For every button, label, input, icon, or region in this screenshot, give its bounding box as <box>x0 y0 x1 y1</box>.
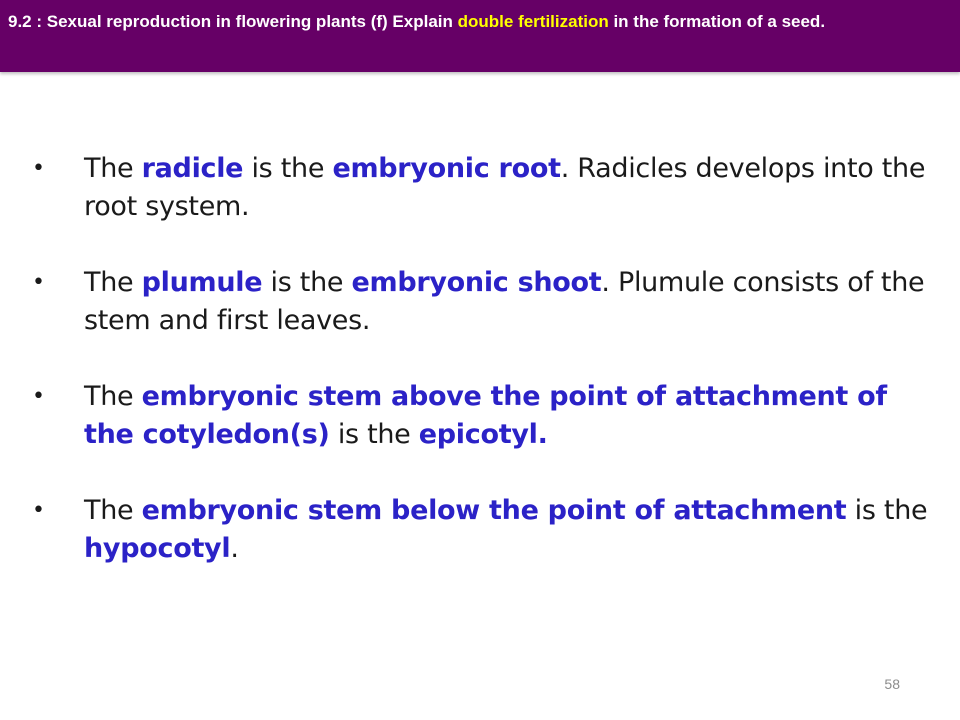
bullet-item <box>30 492 930 568</box>
emphasized-term: hypocotyl <box>84 533 231 564</box>
bullet-text: . Radicles develops into the root system. <box>84 153 926 222</box>
bullet-text: is the <box>846 495 928 526</box>
slide-header-banner <box>0 0 960 72</box>
bullet-text: . Plumule consists of the stem and first leaves. <box>84 267 925 336</box>
bullet-text: . <box>230 533 239 564</box>
emphasized-term: embryonic shoot <box>351 267 602 298</box>
title-prefix: 9.2 : Sexual reproduction in flowering plants (f) Explain <box>8 12 458 31</box>
bullet-text: is the <box>329 419 419 450</box>
bullet-dot-icon: • <box>32 270 45 295</box>
emphasized-term: embryonic stem above the point of attachment of the cotyledon(s) <box>84 381 887 450</box>
title-suffix: in the formation of a seed. <box>608 12 826 31</box>
bullet-item <box>30 264 930 340</box>
bullet-item <box>30 150 930 226</box>
emphasized-term: epicotyl. <box>418 419 548 450</box>
bullet-text: The <box>84 381 142 412</box>
bullet-text: The <box>84 267 142 298</box>
bullet-text: is the <box>243 153 333 184</box>
emphasized-term: embryonic root <box>332 153 561 184</box>
bullet-list <box>30 150 930 606</box>
bullet-item <box>30 378 930 454</box>
bullet-text: The <box>84 495 142 526</box>
bullet-text: is the <box>262 267 352 298</box>
bullet-dot-icon: • <box>32 498 45 523</box>
title-highlight: double fertilization <box>457 12 609 31</box>
slide-title <box>8 8 946 35</box>
emphasized-term: embryonic stem below the point of attachment <box>141 495 847 526</box>
emphasized-term: radicle <box>141 153 244 184</box>
bullet-dot-icon: • <box>32 384 45 409</box>
emphasized-term: plumule <box>141 267 263 298</box>
bullet-text: The <box>84 153 142 184</box>
page-number: 58 <box>884 676 900 692</box>
bullet-dot-icon: • <box>32 156 45 181</box>
